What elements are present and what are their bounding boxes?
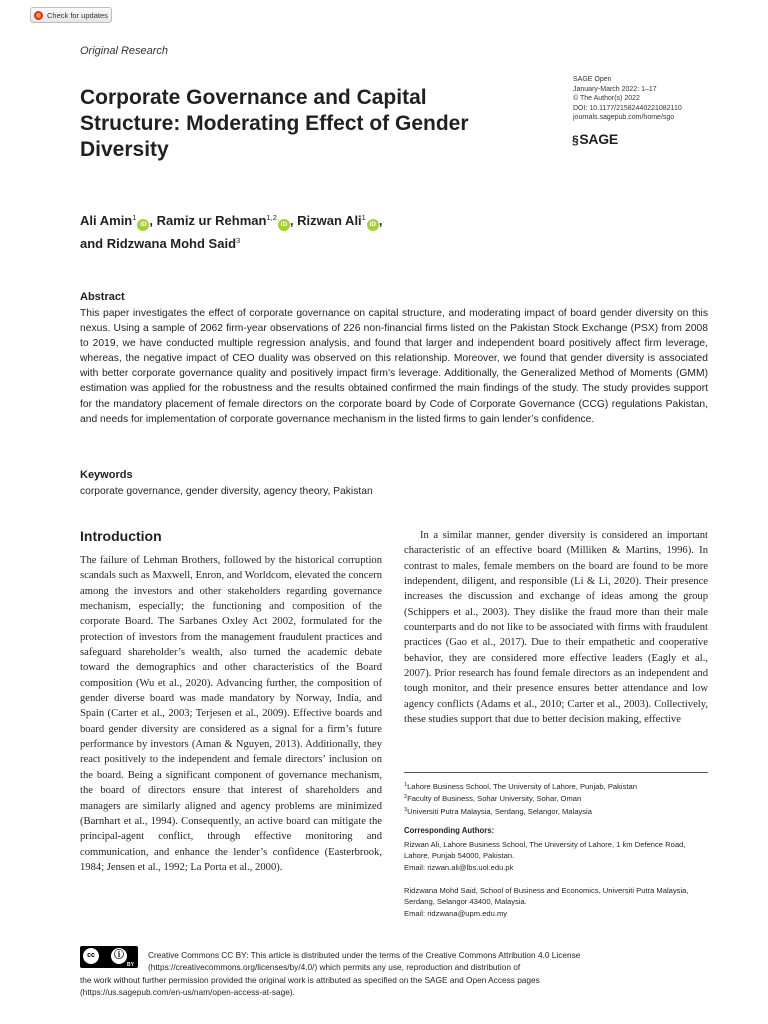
body-text-left-column: The failure of Lehman Brothers, followed by the historical corruption scandals such as Maxwell, Enron, and Worldcom, elevated the concern among the investors and other stakeholders regarding governance mechanism, especially; the functioning and composition of the corporate Board. The Sarbanes Oxley Act 2002, formulated for the protection of investors from the management fraudulent practices and safeguard shareholder’s wealth, also turned the academic debate toward the demographics and other characteristics of the Board composition (Wu et al., 2020). Advancing further, the composition of gender diverse board was made mandatory by Norway, India, and Spain (Carter et al., 2003; Terjesen et al., 2009). Effective boards and board gender diversity are considered as a signal for a firm’s future performance by investors (Aman & Nguyen, 2013). Additionally, they react positively to the independent and female directors’ inclusion on the board. Being a significant component of governance mechanism, the board of directors ensure that interest of shareholders and managers are similarly aligned and agency problems are minimized (Barnhart et al., 1994). Consequently, an active board can mitigate the principal-agent conflict, through effective monitoring and communication, and enhance the lender’s confidence (Easterbrook, 1984; Jensen et al., 1992; La Porta et al., 2000). xyxy=(80,555,382,873)
email-link[interactable]: Email: rizwan.ali@lbs.uol.edu.pk xyxy=(404,862,514,872)
abstract-heading: Abstract xyxy=(80,291,125,303)
copyright: © The Author(s) 2022 xyxy=(573,95,640,103)
corresponding-authors-heading: Corresponding Authors: xyxy=(404,826,495,835)
license-url-link[interactable]: (https://creativecommons.org/licenses/by/4.0/) which permits any use, reproduction and distribution of xyxy=(148,962,521,973)
by-label: BY xyxy=(127,962,134,968)
affiliation-item: $^1$Lahore Business School, The University of Lahore, Punjab, Pakistan xyxy=(404,782,637,791)
author-name[interactable]: and Ridzwana Mohd Said xyxy=(80,236,237,251)
introduction-heading: Introduction xyxy=(80,528,162,544)
keywords-text: corporate governance, gender diversity, agency theory, Pakistan xyxy=(80,486,373,497)
creative-commons-icon: cc xyxy=(83,948,99,964)
orcid-icon[interactable]: iD xyxy=(367,219,379,231)
author-name[interactable]: Rizwan Ali xyxy=(297,213,362,228)
sage-logo: §SAGE xyxy=(572,131,618,147)
license-text: Creative Commons CC BY: This article is distributed under the terms of the Creative Commons Attribution 4.0 License (https://creativecommons.org/licenses/by/4.0/) which permits any use, reproduction and distribution of the work without further permission provided the original work is attributed as specified on the SAGE and Open Access pages (https://us.sagepub.com/en-us/nam/open-access-at-sage). xyxy=(80,949,710,998)
corresponding-author-2: Ridzwana Mohd Said, School of Business and Economics, Universiti Putra Malaysia, Serdang, Selangor 43400, Malaysia. Email: ridzwana@upm.edu.my xyxy=(404,885,704,919)
open-access-url-link[interactable]: (https://us.sagepub.com/en-us/nam/open-access-at-sage). xyxy=(80,986,295,997)
affiliations xyxy=(404,780,637,817)
article-type: Original Research xyxy=(80,45,169,57)
journal-issue: January-March 2022: 1–17 xyxy=(573,85,657,93)
affiliation-item: $^3$Universiti Putra Malaysia, Serdang, Selangor, Malaysia xyxy=(404,806,592,816)
crossmark-icon xyxy=(34,11,43,20)
sage-swirl-icon: § xyxy=(572,133,579,147)
corresponding-author-1: Rizwan Ali, Lahore Business School, The University of Lahore, 1 km Defence Road, Lahore, Punjab 54000, Pakistan. Email: rizwan.ali@lbs.uol.edu.pk xyxy=(404,839,704,873)
journal-name: SAGE Open xyxy=(573,76,612,83)
orcid-icon[interactable]: iD xyxy=(278,219,290,231)
author-list: Ali Amin$^1$iD , Ramiz ur Rehman$^{1,2}$iD , Rizwan Ali$^1$iD , and Ridzwana Mohd Said$^3$ xyxy=(80,213,383,251)
abstract-text: This paper investigates the effect of corporate governance on capital structure, and moderating impact of board gender diversity on this nexus. Using a sample of 2062 firm-year observations of 226 non-financial firms listed on the Pakistan Stock Exchange (PSX) from 2008 to 2019, we have conducted multiple regression analysis, and found that larger and independent board positively affect firm leverage, whereas, the negative impact of CEO duality was observed on this relationship. Moreover, we found that gender diversity is associated with better corporate governance quality and positively impact firm’s leverage. Additionally, the Generalized Method of Moments (GMM) estimation was applied for the robustness and the results obtained confirmed the main findings of the study. The study provides support for the mandatory placement of female directors on the corporate board by Code of Corporate Governance (CCG) regulations Pakistan, and needs for implementation of corporate governance mechanism in the listed firms to gain lender’s confidence. xyxy=(80,308,708,425)
email-link[interactable]: Email: ridzwana@upm.edu.my xyxy=(404,908,508,918)
orcid-icon[interactable]: iD xyxy=(137,219,149,231)
body-text-right-column: In a similar manner, gender diversity is considered an important characteristic of an effective board (Milliken & Martins, 1996). In contrast to males, female members on the board are found to be more independent, diligent, and responsible (Li & Li, 2020). Their presence increases the discussion and exchange of ideas among the group (Schippers et al., 2003). They dislike the fraud more than their male counterparts and do not like to be associated with firms with fraudulent practices (Gao et al., 2017). Due to their empathetic and cooperative behavior, they are considered more effective leaders (Eagly et al., 2007). Prior research has found female directors as an independent and tough monitor, and their presence ensures better attendance and low agency conflicts (Adams et al., 2010; Carter et al., 2003). Collectively, these studies support that due to better decision making, effective xyxy=(404,530,708,726)
attribution-person-icon: ⓘ xyxy=(111,948,127,964)
author-name[interactable]: Ali Amin xyxy=(80,213,133,228)
affiliation-item: $^2$Faculty of Business, Sohar University, Sohar, Oman xyxy=(404,794,582,804)
footnote-divider xyxy=(404,772,708,773)
keywords-heading: Keywords xyxy=(80,469,133,481)
author-name[interactable]: Ramiz ur Rehman xyxy=(156,213,267,228)
article-title: Corporate Governance and Capital Structure: Moderating Effect of Gender Diversity xyxy=(80,86,469,161)
check-for-updates-button[interactable] xyxy=(30,7,112,23)
journal-meta xyxy=(573,75,682,123)
journal-url-link[interactable]: journals.sagepub.com/home/sgo xyxy=(573,114,675,122)
doi-link[interactable]: DOI: 10.1177/21582440221082110 xyxy=(573,104,682,112)
check-for-updates-label: Check for updates xyxy=(47,11,108,20)
